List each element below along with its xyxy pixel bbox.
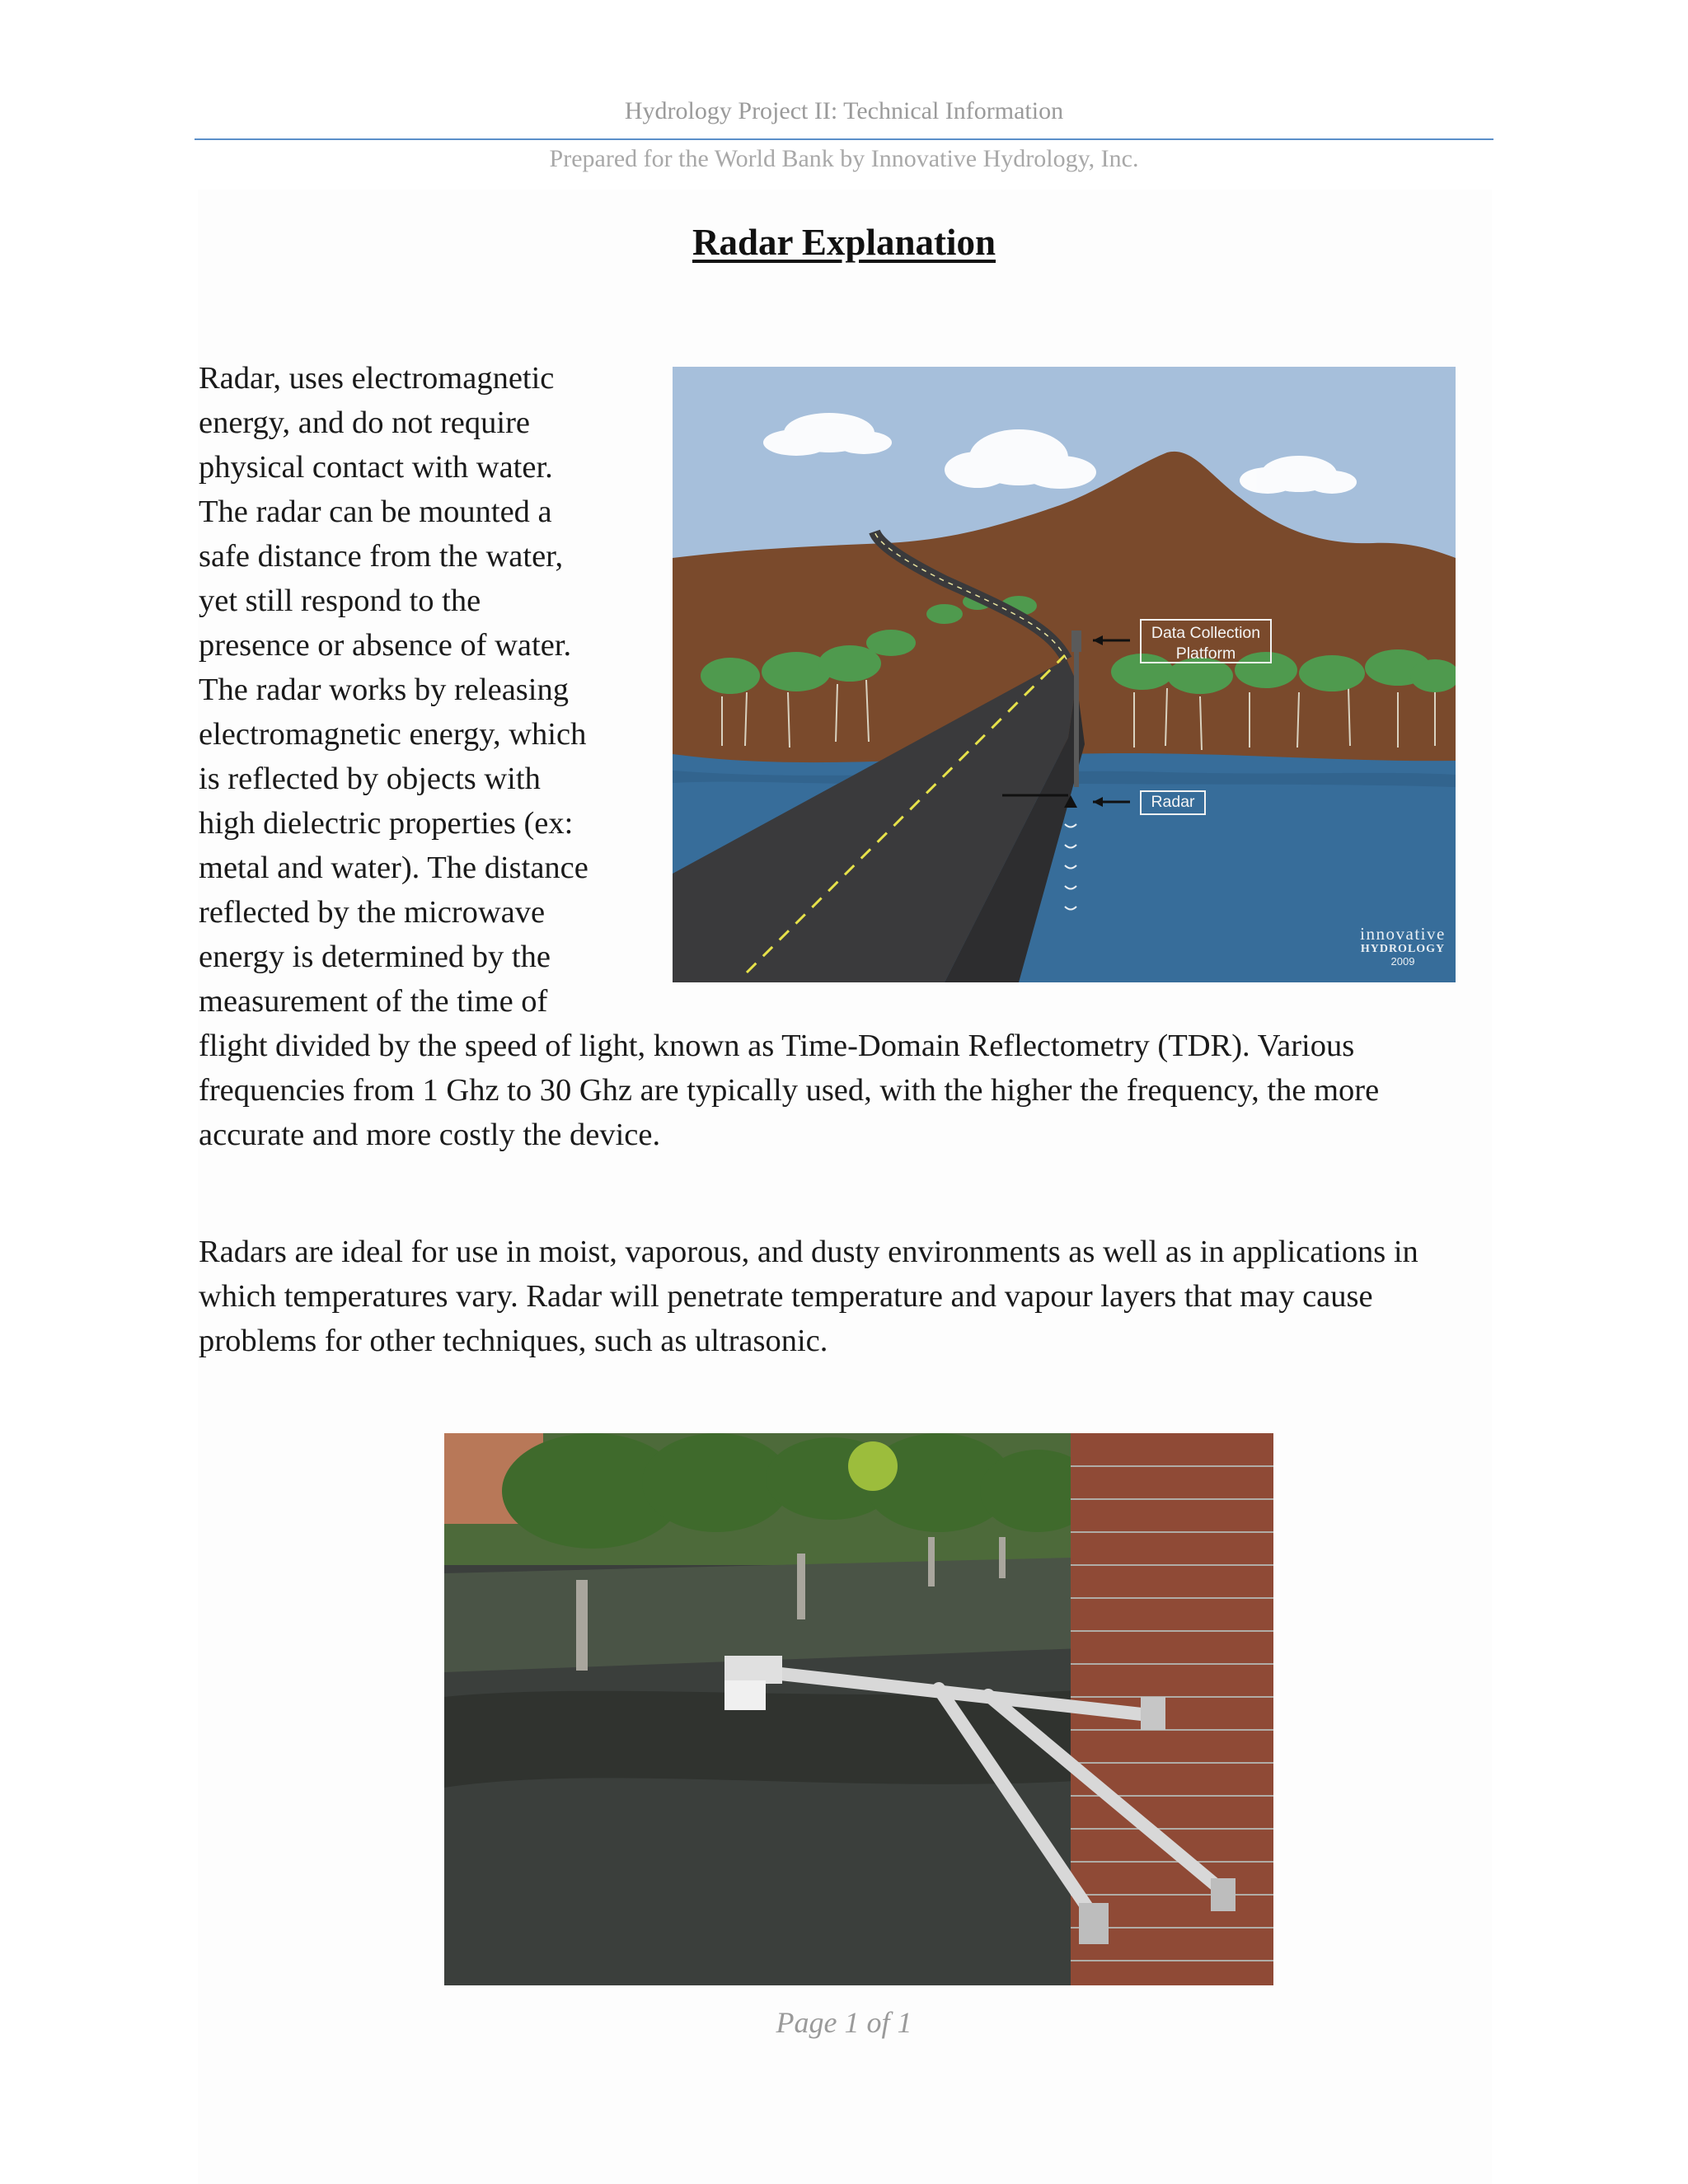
brand-line2: HYDROLOGY [1360,943,1446,955]
header-divider [195,138,1493,140]
text-line: high dielectric properties (ex: [199,806,574,841]
dcp-label-line1: Data Collection [1151,624,1261,642]
page-number-footer: Page 1 of 1 [776,2006,912,2039]
header-title: Hydrology Project II: Technical Information [624,97,1064,124]
data-collection-platform-label [1140,619,1272,663]
photo-graphic [444,1433,1273,1985]
text-line: The radar works by releasing [199,673,569,707]
text-line: physical contact with water. [199,450,553,485]
text-line: problems for other techniques, such as ultrasonic. [199,1324,828,1358]
text-line: energy, and do not require [199,405,530,440]
text-line: metal and water). The distance [199,851,588,885]
document-title: Radar Explanation [692,222,996,263]
radar-installation-photo [444,1433,1273,1985]
text-line: accurate and more costly the device. [199,1118,661,1152]
text-line: yet still respond to the [199,583,481,618]
radar-diagram-illustration [673,367,1456,982]
header-subtitle: Prepared for the World Bank by Innovative Hydrology, Inc. [549,145,1139,172]
text-line: frequencies from 1 Ghz to 30 Ghz are typically used, with the higher the frequency, the more [199,1073,1380,1108]
text-line: reflected by the microwave [199,895,546,930]
text-line: flight divided by the speed of light, known as Time-Domain Reflectometry (TDR). Various [199,1029,1355,1063]
text-line: presence or absence of water. [199,628,572,663]
text-line: is reflected by objects with [199,762,541,796]
text-line: Radar, uses electromagnetic [199,361,555,396]
dcp-label-line2: Platform [1175,644,1236,663]
text-line: measurement of the time of [199,984,548,1019]
text-line: energy is determined by the [199,940,551,974]
brand-line1: innovative [1360,924,1446,944]
text-line: electromagnetic energy, which [199,717,587,752]
text-line: The radar can be mounted a [199,494,552,529]
text-line: which temperatures vary. Radar will penetrate temperature and vapour layers that may cause [199,1279,1373,1314]
radar-diagram-graphic [673,367,1456,982]
innovative-hydrology-logo [1353,924,1452,968]
text-line: Radars are ideal for use in moist, vaporous, and dusty environments as well as in applications in [199,1235,1418,1269]
paragraph-radar-applications [199,1230,1418,1363]
radar-label: Radar [1140,790,1206,815]
brand-year: 2009 [1390,955,1415,968]
text-line: safe distance from the water, [199,539,564,574]
